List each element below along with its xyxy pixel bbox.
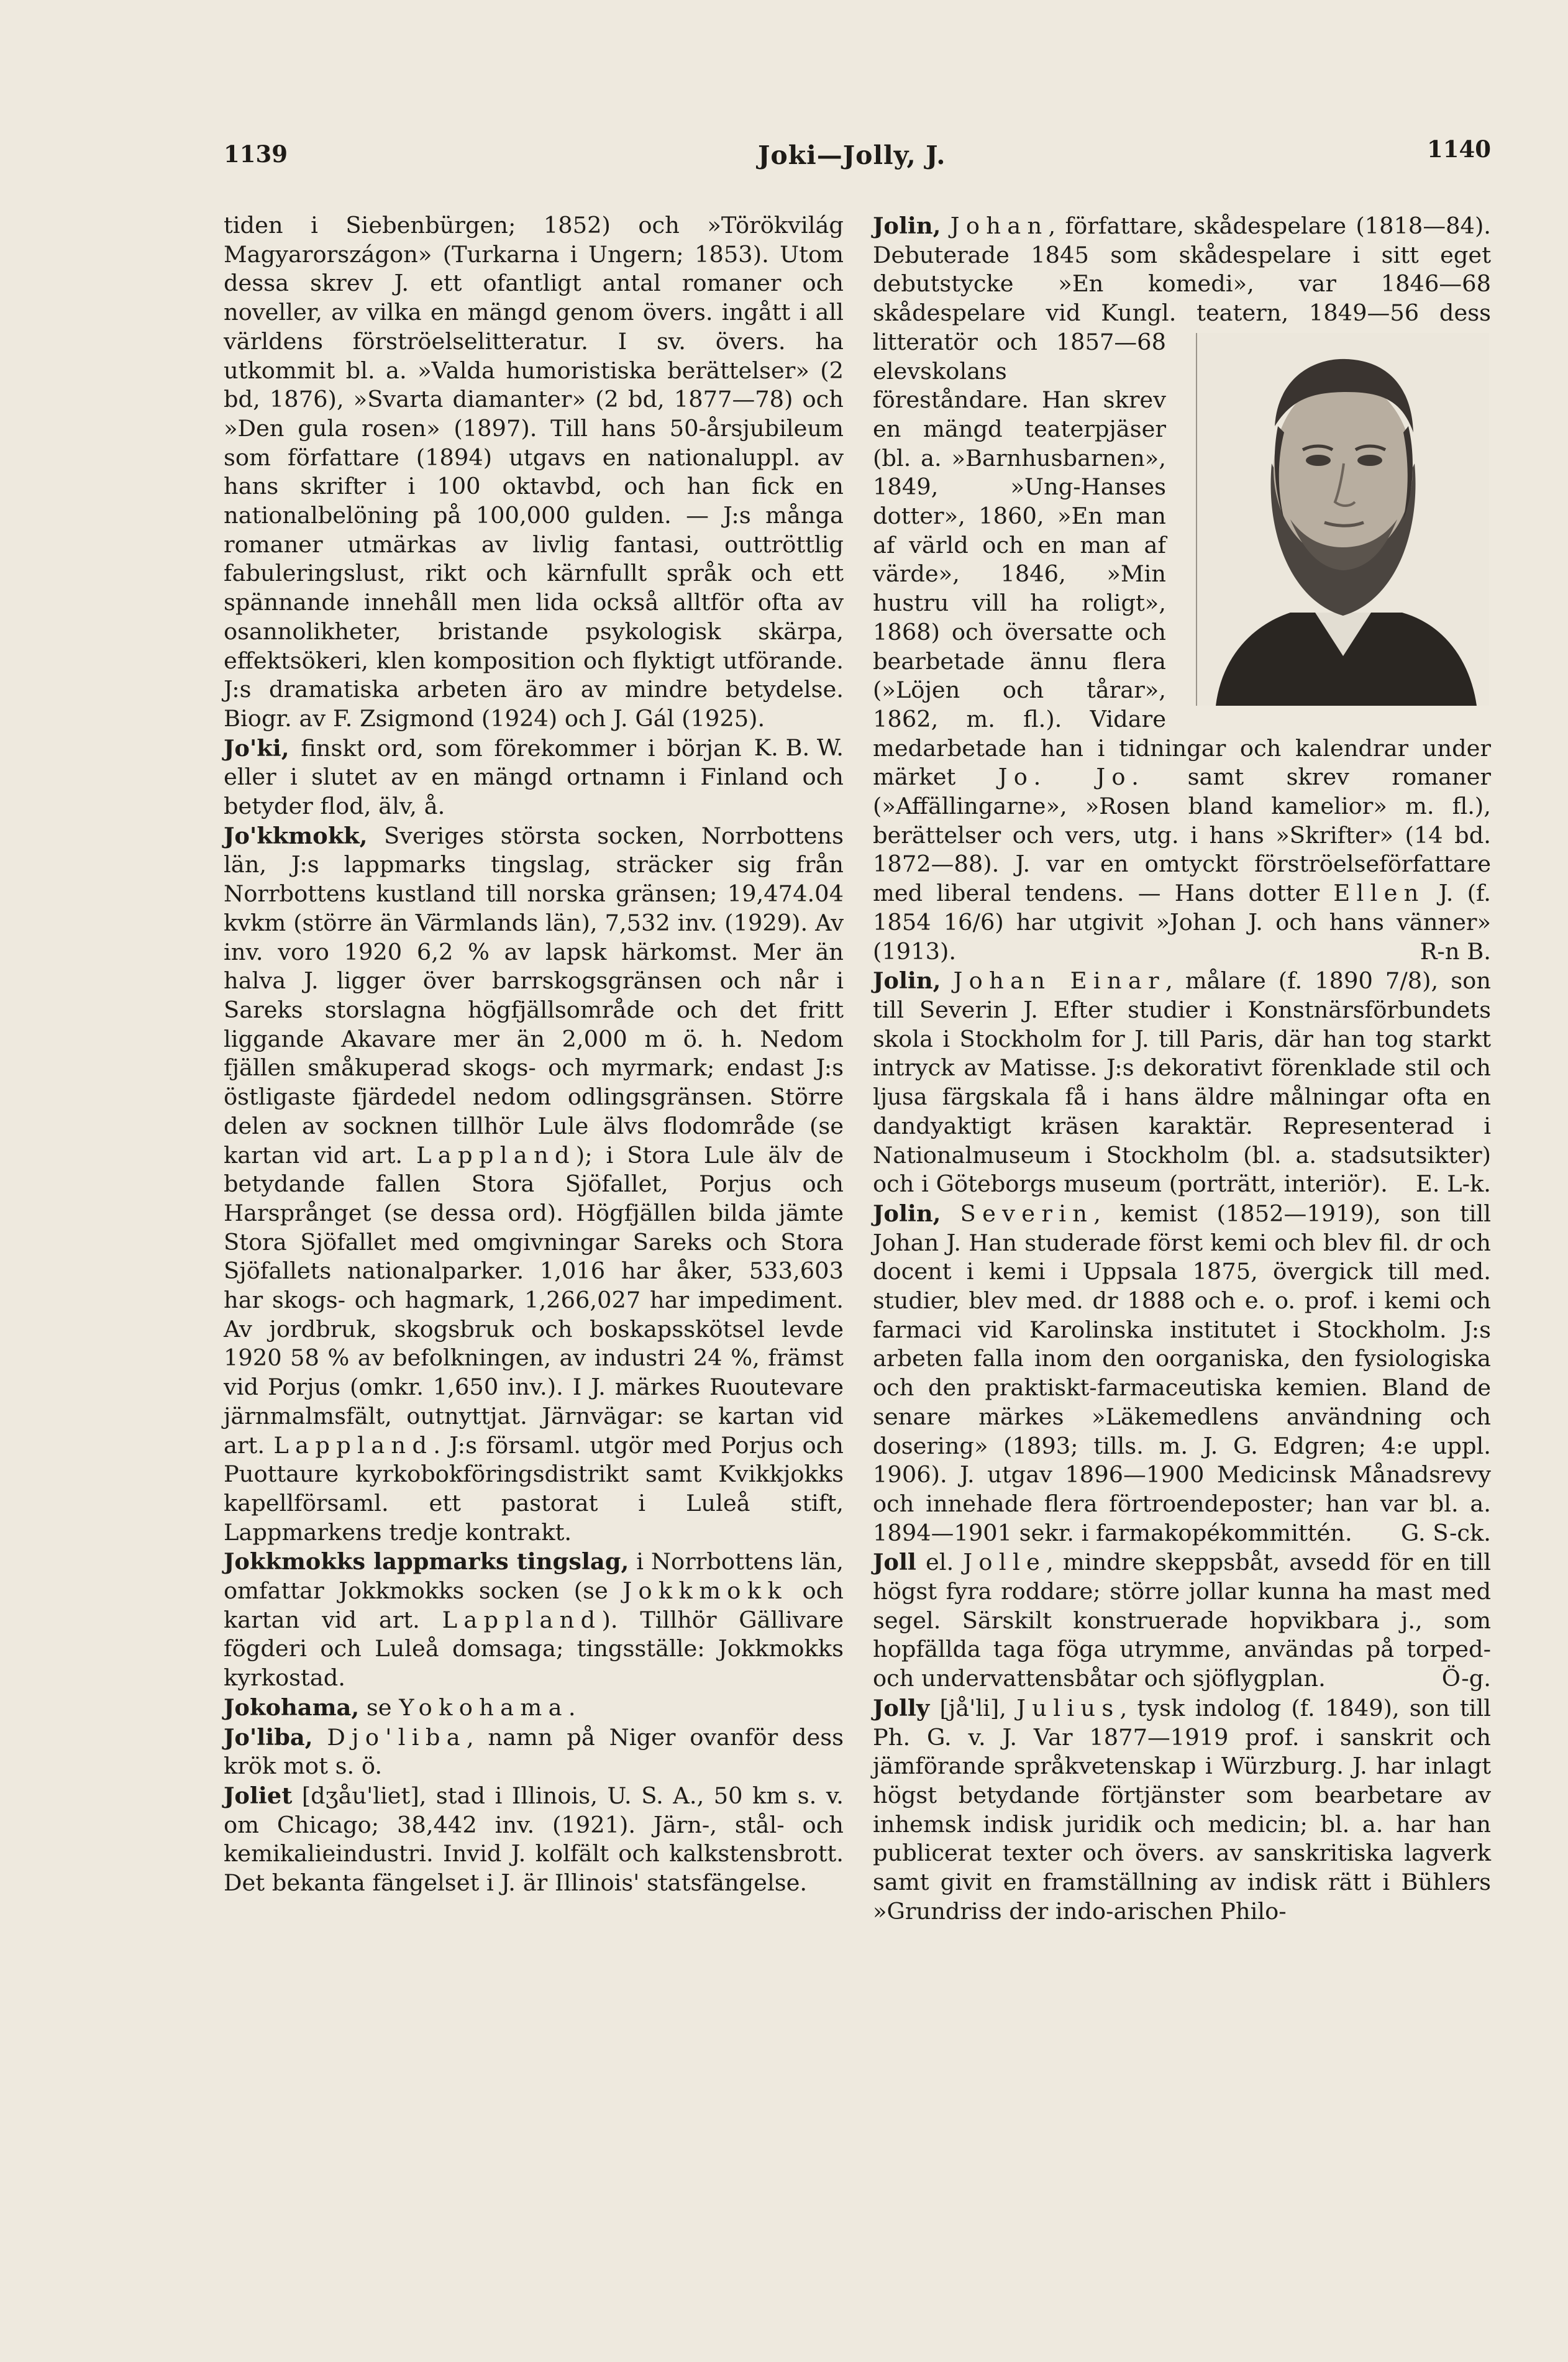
entry-headword: Jolin,: [873, 212, 941, 239]
entry-name: Johan Einar: [953, 967, 1166, 995]
page-number-left: 1139: [224, 140, 288, 168]
page-number-right: 1140: [1427, 135, 1491, 163]
left-column: [224, 211, 844, 1898]
entry-signature: R-n B.: [1420, 937, 1491, 965]
cross-reference: Lappland: [442, 1606, 602, 1633]
entry-joliet: [224, 1781, 844, 1898]
entry-jolly-julius: [873, 1694, 1491, 1927]
entry-jolin-johan: [873, 211, 1491, 966]
entry-headword: Jo'liba,: [224, 1723, 313, 1751]
entry-text: och kartan vid art.: [224, 1577, 844, 1633]
entry-text: , mindre skeppsbåt, avsedd för en till högst fyra roddare; större jollar kunna ha mast med segel. Särskilt konstruerade hopvikbara j., som hopfällda taga föga utrymme, användas på torped- och undervattensbåtar och sjöflygplan.: [873, 1549, 1491, 1692]
entry-text: , författare, skådespelare (1818—84). Debuterade 1845 som skådespelare i sitt eget debutstycke »En komedi», var 1846—68 skådespelare vid Kungl. teatern, 1849—56 dess litteratör och 1857—68 elevskolans föreståndare. Han skrev en mängd teaterpjäser (bl. a. »Barnhusbarnen», 1849, »Ung-Hanses dotter», 1860, »En man af värld och en man af värde», 1846, »Min hustru vill ha roligt», 1868) och översatte och bearbetade ännu flera (»Löjen och tårar», 1862, m. fl.). Vidare medarbetade han i tidningar och kalendrar under märket: [873, 212, 1491, 791]
entry-text: i Norrbottens län, omfattar Jokkmokks socken (se: [224, 1548, 844, 1605]
cross-reference: Lappland: [416, 1141, 576, 1169]
entry-jokkmokks-tingslag: [224, 1547, 844, 1693]
entry-headword: Joll: [873, 1548, 916, 1576]
entry-headword: Jolly: [873, 1694, 930, 1721]
right-column: [873, 211, 1491, 1926]
entry-text: , kemist (1852—1919), son till Johan J. Han studerade först kemi och blev fil. dr och docent i kemi i Uppsala 1875, övergick till med. studier, blev med. dr 1888 och e. o. prof. i kemi och farmaci vid Karolinska institutet i Stockholm. J:s arbeten falla inom den oorganiska, den fysiologiska och den praktiskt-farmaceutiska kemien. Bland de senare märkes »Läkemedlens användning och dosering» (1893; tills. m. J. G. Edgren; 4:e uppl. 1906). J. utgav 1896—1900 Medicinsk Månadsrevy och innehade flera förtroendeposter; han var bl. a. 1894—1901 sekr. i farmakopékommittén.: [873, 1200, 1491, 1546]
cross-reference: Jokkmokk: [622, 1577, 788, 1605]
cross-reference: Lappland: [273, 1431, 434, 1459]
entry-headword: Jolin,: [873, 1199, 941, 1227]
entry-signature: Ö-g.: [1441, 1665, 1491, 1692]
entry-text: J. (f. 1854 16/6) har utgivit »Johan J. och hans vänner» (1913).: [873, 880, 1491, 965]
entry-text: , målare (f. 1890 7/8), son till Severin J. Efter studier i Konstnärsförbundets skola i Stockholm for J. till Paris, där han tog starkt intryck av Matisse. J:s dekorativt förenklade stil och ljusa färgskala få i hans äldre målningar ofta en dandyaktigt kräsen karaktär. Representerad i Nationalmuseum i Stockholm (bl. a. stadsutsikter) och i Göteborgs museum (porträtt, interiör).: [873, 967, 1492, 1198]
portrait-frame: [1196, 333, 1489, 706]
entry-jolin-severin: [873, 1199, 1491, 1548]
entry-headword: Jolin,: [873, 967, 941, 995]
entry-text: . J:s församl. utgör med Porjus och Puottaure kyrkobokföringsdistrikt samt Kvikkjokks kapellförsaml. ett pastorat i Luleå stift, Lappmarkens tredje kontrakt.: [224, 1431, 844, 1546]
running-title: Joki—Jolly, J.: [758, 140, 946, 170]
entry-text: , tysk indolog (f. 1849), son till Ph. G. v. J. Var 1877—1919 prof. i sanskrit och jämförande språkvetenskap i Würzburg. J. har inlagt högst betydande förtjänster som bearbetare av inhemsk indisk juridik och medicin; bl. a. har han publicerat texter och övers. av sanskritiska lagverk samt givit en framställning av indisk rätt i Bühlers »Grundriss der indo-arischen Philo-: [873, 1694, 1491, 1925]
entry-variant: Jolle: [963, 1549, 1047, 1576]
cross-reference: Djo'liba: [327, 1723, 467, 1751]
entry-joll: [873, 1548, 1491, 1694]
entry-text: Sveriges största socken, Norrbottens län, J:s lappmarks tingslag, sträcker sig från Norrbottens kustland till norska gränsen; 19,474.04 kvkm (större än Värmlands län), 7,532 inv. (1929). Av inv. voro 1920 6,2 % av lapsk härkomst. Mer än halva J. ligger över barrskogsgränsen och når i Sareks storslagna högfjällsområde och det fritt liggande Akavare mer än 2,000 m ö. h. Nedom fjällen småkuperad skogs- och myrmark; endast J:s östligaste fjärdedel nedom odlingsgränsen. Större delen av socknen tillhör Lule älvs flodområde (se kartan vid art.: [224, 822, 844, 1169]
entry-text: se: [366, 1694, 392, 1721]
entry-joliba: [224, 1723, 844, 1781]
portrait-of-johan-jolin: [1197, 333, 1489, 706]
entry-name: Severin: [960, 1200, 1094, 1227]
entry-text: finskt ord, som förekommer i början eller i slutet av en mängd ortnamn i Finland och betyder flod, älv, å.: [224, 734, 844, 820]
entry-signature: G. S-ck.: [1400, 1519, 1491, 1546]
entry-jokohama: [224, 1693, 844, 1723]
cross-reference: Yokohama: [399, 1694, 568, 1721]
entry-text: [jå'li],: [939, 1694, 1006, 1721]
entry-headword: Jokohama,: [224, 1693, 360, 1721]
entry-headword: Jokkmokks lappmarks tingslag,: [224, 1548, 629, 1575]
entry-signature: K. B. W.: [754, 734, 844, 761]
entry-name: Julius: [1016, 1694, 1120, 1721]
entry-text: [dʒåu'liet], stad i Illinois, U. S. A., 50 km s. v. om Chicago; 38,442 inv. (1921). Järn-, stål- och kemikalieindustri. Invid J. kolfält och kalkstensbrott. Det bekanta fängelset i J. är Illinois' statsfängelse.: [224, 1782, 844, 1897]
page-header: [224, 135, 1491, 184]
entry-headword: Joliet: [224, 1781, 293, 1809]
entry-text: samt skrev romaner (»Affällingarne», »Rosen bland kamelior» m. fl.), berättelser och vers, utg. i hans »Skrifter» (14 bd. 1872—88). J. var en omtyckt förströelseförfattare med liberal tendens. — Hans dotter: [873, 764, 1491, 907]
entry-headword: Jo'ki,: [224, 734, 289, 762]
entry-text: el.: [926, 1549, 954, 1576]
entry-text: ). Tillhör Gällivare fögderi och Luleå domsaga; tingsställe: Jokkmokks kyrkostad.: [224, 1606, 844, 1692]
portrait-figure: [1177, 333, 1491, 713]
entry-name: Johan: [950, 212, 1049, 239]
entry-text: tiden i Siebenbürgen; 1852) och »Törökvilág Magyarországon» (Turkarna i Ungern; 1853). Utom dessa skrev J. ett ofantligt antal romaner och noveller, av vilka en mängd genom övers. ingått i all världens förströelselitteratur. I sv. övers. ha utkommit bl. a. »Valda humoristiska berättelser» (2 bd, 1876), »Svarta diamanter» (2 bd, 1877—78) och »Den gula rosen» (1897). Till hans 50-årsjubileum som författare (1894) utgavs en nationaluppl. av hans skrifter i 100 oktavbd, och han fick en nationalbelöning på 100,000 gulden. — J:s många romaner utmärkas av livlig fantasi, outtröttlig fabuleringslust, rikt och kärnfullt språk och ett spännande innehåll men lida också alltför ofta av osannolikheter, bristande psykologisk skärpa, effektsökeri, klen komposition och flyktigt utförande. J:s dramatiska arbeten äro av mindre betydelse. Biogr. av F. Zsigmond (1924) och J. Gál (1925).: [224, 212, 844, 732]
entry-text: ); i Stora Lule älv de betydande fallen Stora Sjöfallet, Porjus och Harsprånget (se dessa ord). Högfjällen bilda jämte Stora Sjöfallet med omgivningar Sareks och Stora Sjöfallets nationalparker. 1,016 har åker, 533,603 har skogs- och hagmark, 1,266,027 har impediment. Av jordbruk, skogsbruk och boskapsskötsel levde 1920 58 % av befolkningen, av industri 24 %, främst vid Porjus (omkr. 1,650 inv.). I J. märkes Ruoutevare järnmalmsfält, outnyttjat. Järnvägar: se kartan vid art.: [224, 1141, 844, 1459]
entry-name: Ellen: [1333, 880, 1425, 907]
entry-headword: Jo'kkmokk,: [224, 821, 368, 849]
entry-jolin-johan-einar: [873, 966, 1491, 1199]
entry-text: .: [568, 1694, 576, 1721]
entry-text: , namn på Niger ovanför dess krök mot s. ö.: [224, 1723, 844, 1780]
entry-signature: E. L-k.: [1415, 1170, 1491, 1198]
entry-pseudonym: Jo. Jo.: [998, 764, 1146, 791]
entry-jokkmokk: [224, 821, 844, 1548]
